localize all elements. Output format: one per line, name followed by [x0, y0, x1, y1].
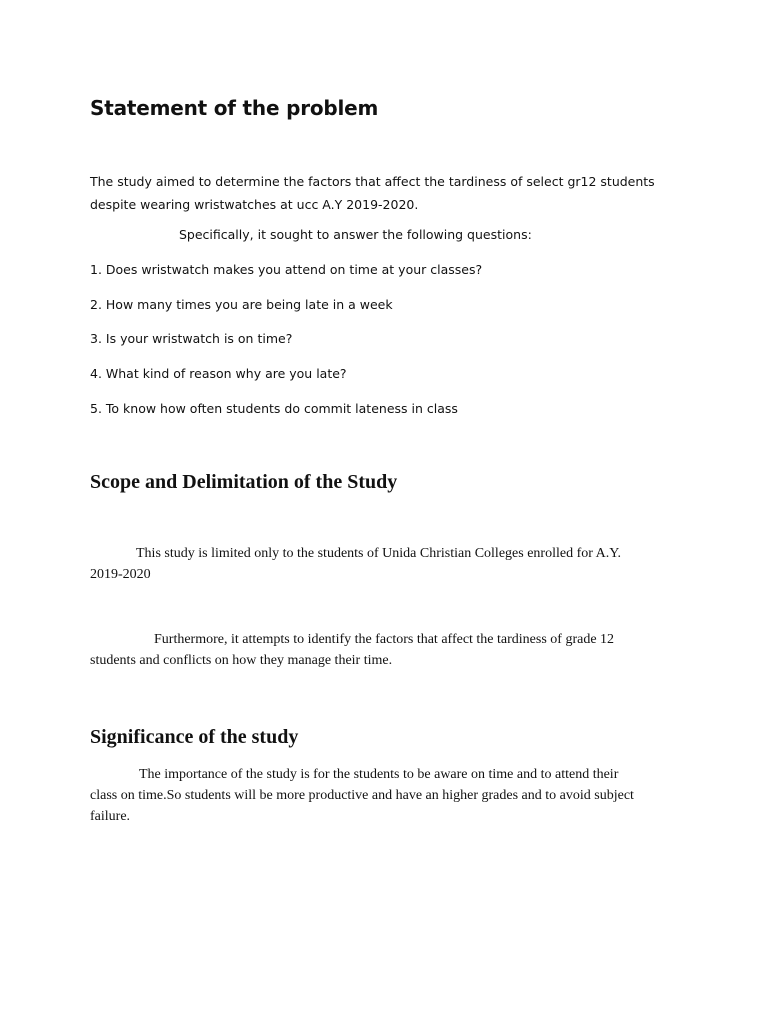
significance-line-2: class on time.So students will be more productive and have an higher grades and to avoid subject — [90, 788, 634, 803]
scope-paragraph-2-line-1: Furthermore, it attempts to identify the factors that affect the tardiness of grade 12 — [154, 632, 615, 647]
scope-paragraph-2 — [90, 629, 690, 671]
question-3: 3. Is your wristwatch is on time? — [90, 331, 293, 346]
statement-intro-line-1: The study aimed to determine the factors that affect the tardiness of select gr12 students — [90, 174, 655, 189]
significance-line-1: The importance of the study is for the students to be aware on time and to attend their — [139, 767, 619, 782]
scope-paragraph-1-line-2: 2019-2020 — [90, 567, 151, 582]
question-5: 5. To know how often students do commit lateness in class — [90, 401, 458, 416]
statement-intro — [90, 170, 690, 216]
significance-line-3: failure. — [90, 809, 131, 824]
statement-intro-line-2: despite wearing wristwatches at ucc A.Y 2019-2020. — [90, 197, 419, 212]
significance-heading: Significance of the study — [90, 726, 299, 748]
question-4: 4. What kind of reason why are you late? — [90, 366, 347, 381]
significance-paragraph — [90, 764, 690, 827]
specifically-line: Specifically, it sought to answer the following questions: — [179, 227, 532, 242]
question-1: 1. Does wristwatch makes you attend on time at your classes? — [90, 262, 483, 277]
scope-paragraph-2-line-2: students and conflicts on how they manage their time. — [90, 653, 393, 668]
scope-paragraph-1 — [90, 543, 690, 585]
scope-heading: Scope and Delimitation of the Study — [90, 471, 398, 493]
question-2: 2. How many times you are being late in a week — [90, 297, 393, 312]
scope-paragraph-1-line-1: This study is limited only to the students of Unida Christian Colleges enrolled for A.Y. — [136, 546, 622, 561]
statement-heading: Statement of the problem — [90, 96, 379, 120]
